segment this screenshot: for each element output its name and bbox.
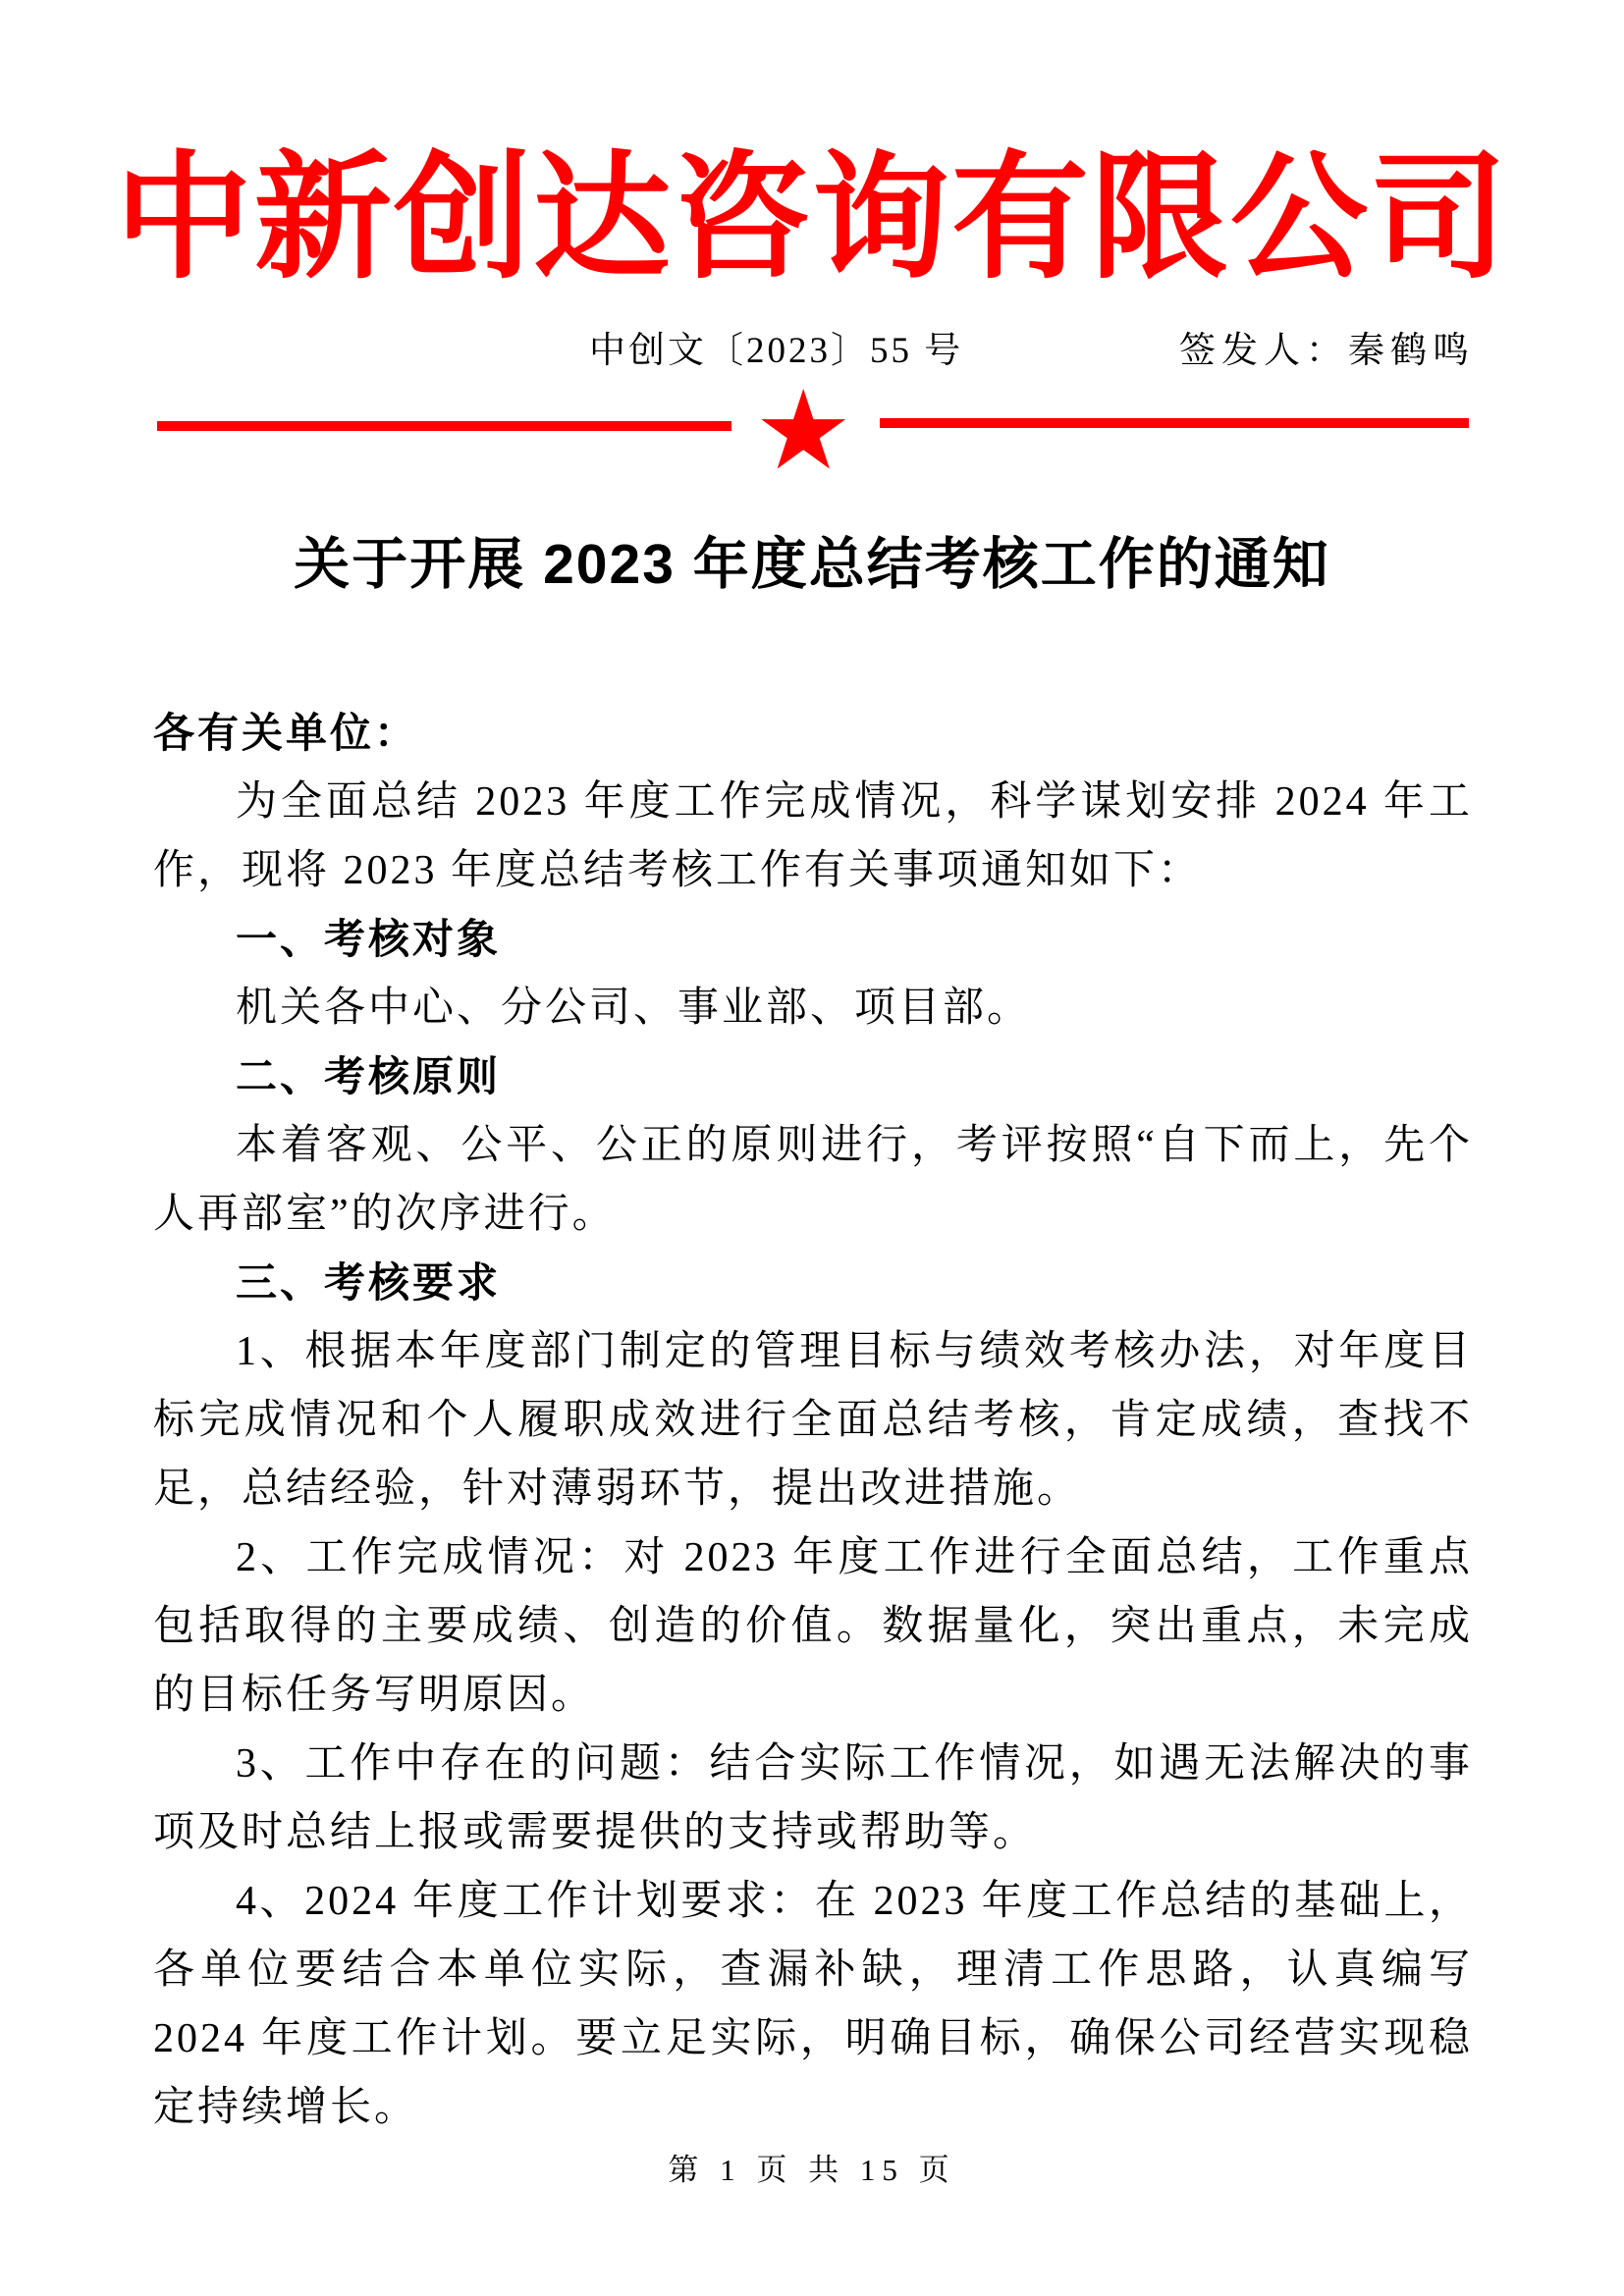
red-star-icon: ★	[754, 367, 853, 496]
paragraph: 机关各中心、分公司、事业部、项目部。	[236, 985, 1032, 1031]
document-title: 关于开展 2023 年度总结考核工作的通知	[294, 533, 1330, 597]
paragraph: 2、工作完成情况：对 2023 年度工作进行全面总结，工作重点包括取得的主要成绩、创造的价值。数据量化，突出重点，未完成的目标任务写明原因。	[153, 1534, 1473, 1718]
paragraph: 本着客观、公平、公正的原则进行，考评按照“自下而上，先个人再部室”的次序进行。	[153, 1122, 1473, 1237]
red-line-right	[880, 418, 1469, 428]
section-heading: 一、考核对象	[236, 915, 502, 962]
red-line-left	[157, 421, 731, 431]
doc-number: 中创文〔2023〕55 号	[589, 331, 964, 372]
paragraph: 1、根据本年度部门制定的管理目标与绩效考核办法，对年度目标完成情况和个人履职成效进行全面总结考核，肯定成绩，查找不足，总结经验，针对薄弱环节，提出改进措施。	[153, 1328, 1473, 1512]
section-heading: 三、考核要求	[236, 1258, 502, 1306]
document-body	[153, 699, 1473, 2142]
salutation: 各有关单位：	[153, 709, 419, 756]
paragraph: 3、工作中存在的问题：结合实际工作情况，如遇无法解决的事项及时总结上报或需要提供的支持或帮助等。	[153, 1740, 1473, 1855]
paragraph: 4、2024 年度工作计划要求：在 2023 年度工作总结的基础上，各单位要结合本单位实际，查漏补缺，理清工作思路，认真编写 2024 年度工作计划。要立足实际，明确目标，确保公司经营实现稳定持续增长。	[153, 1878, 1473, 2130]
red-divider	[157, 367, 1469, 496]
company-name-header: 中新创达咨询有限公司	[114, 143, 1509, 295]
issuer-name: 签发人：秦鹤鸣	[1179, 331, 1475, 372]
section-heading: 二、考核原则	[236, 1052, 502, 1099]
page-number: 第 1 页 共 15 页	[668, 2153, 956, 2187]
paragraph: 为全面总结 2023 年度工作完成情况，科学谋划安排 2024 年工作，现将 2023 年度总结考核工作有关事项通知如下：	[153, 778, 1473, 893]
